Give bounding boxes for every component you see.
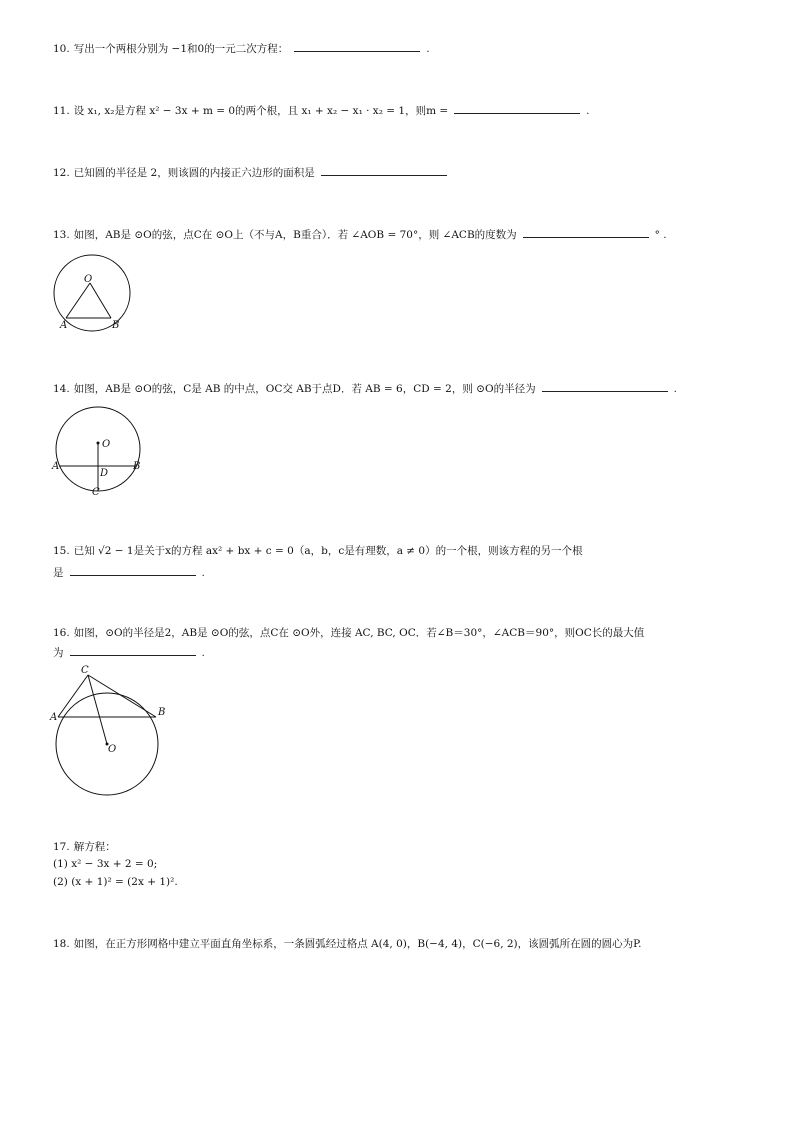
label-b: B: [133, 461, 141, 472]
figure-16: [50, 662, 180, 794]
label-o: O: [84, 274, 93, 285]
label-a: A: [52, 461, 60, 472]
question-number: 15.: [53, 545, 70, 557]
question-end: .: [586, 105, 590, 117]
question-end: .: [426, 43, 430, 55]
answer-blank[interactable]: [294, 40, 420, 52]
question-number: 10.: [53, 43, 70, 55]
label-d: D: [100, 468, 109, 479]
question-text: 解方程：: [73, 841, 116, 853]
label-a: A: [50, 712, 58, 723]
question-number: 18.: [53, 938, 70, 950]
answer-blank[interactable]: [70, 564, 196, 576]
question-15-line-2: [53, 564, 205, 580]
figure-14: [50, 400, 150, 500]
question-12: [53, 164, 453, 180]
label-c: C: [81, 665, 89, 676]
question-text: 如图，⊙O的半径是2，AB是 ⊙O的弦，点C在 ⊙O外，连接 AC, BC, OC．若∠B＝30°，∠ACB＝90°，则OC长的最大值: [73, 627, 645, 639]
question-end: .: [673, 383, 677, 395]
segment-ob: [90, 283, 111, 318]
question-14: [53, 380, 677, 396]
answer-blank[interactable]: [542, 380, 668, 392]
question-end: .: [201, 567, 205, 579]
question-16-line-2: [53, 644, 205, 660]
label-o: O: [108, 744, 117, 755]
question-16-line-1: [53, 626, 644, 640]
question-number: 11.: [53, 105, 70, 117]
question-end: .: [201, 647, 205, 659]
question-17-part-1: [53, 857, 157, 871]
question-number: 12.: [53, 167, 70, 179]
question-number: 16.: [53, 627, 70, 639]
question-number: 13.: [53, 229, 70, 241]
question-18: [53, 937, 641, 951]
label-b: B: [158, 707, 166, 718]
segment-oa: [66, 283, 90, 318]
label-o: O: [102, 439, 111, 450]
question-text: 如图，AB是 ⊙O的弦，C是 AB 的中点，OC交 AB于点D．若 AB = 6，CD = 2，则 ⊙O的半径为: [73, 383, 536, 395]
answer-blank[interactable]: [321, 164, 447, 176]
question-number: 17.: [53, 841, 70, 853]
equation-2: (2) (x + 1)² = (2x + 1)².: [53, 876, 178, 888]
question-17: [53, 840, 116, 854]
question-text: 已知 √2 − 1是关于x的方程 ax² + bx + c = 0（a，b，c是有理数，a ≠ 0）的一个根，则该方程的另一个根: [73, 545, 583, 557]
answer-blank[interactable]: [523, 226, 649, 238]
equation-1: (1) x² − 3x + 2 = 0;: [53, 858, 158, 870]
question-10: [53, 40, 430, 56]
question-text: 设 x₁, x₂是方程 x² − 3x + m = 0的两个根，且 x₁ + x₂ − x₁ · x₂ = 1，则m =: [73, 105, 449, 117]
question-text: 写出一个两根分别为 −1和0的一元二次方程：: [73, 43, 289, 55]
question-text: 已知圆的半径是 2，则该圆的内接正六边形的面积是: [73, 167, 315, 179]
center-point: [97, 442, 100, 445]
question-17-part-2: [53, 875, 178, 889]
label-c: C: [92, 487, 100, 498]
question-text: 如图，AB是 ⊙O的弦，点C在 ⊙O上（不与A，B重合）．若 ∠AOB = 70°，则 ∠ACB的度数为: [73, 229, 517, 241]
figure-13: [48, 262, 138, 334]
question-13: [53, 226, 667, 242]
question-15-line-1: [53, 544, 583, 558]
question-text: 如图，在正方形网格中建立平面直角坐标系，一条圆弧经过格点 A(4, 0)，B(−4, 4)，C(−6, 2)，该圆弧所在圆的圆心为P.: [73, 938, 642, 950]
answer-blank[interactable]: [454, 102, 580, 114]
question-text: 是: [53, 567, 64, 579]
question-text: 为: [53, 647, 64, 659]
label-b: B: [112, 320, 120, 331]
question-end: ° .: [654, 229, 667, 241]
segment-ca: [58, 675, 88, 717]
question-11: [53, 102, 590, 118]
answer-blank[interactable]: [70, 644, 196, 656]
question-number: 14.: [53, 383, 70, 395]
label-a: A: [60, 320, 68, 331]
